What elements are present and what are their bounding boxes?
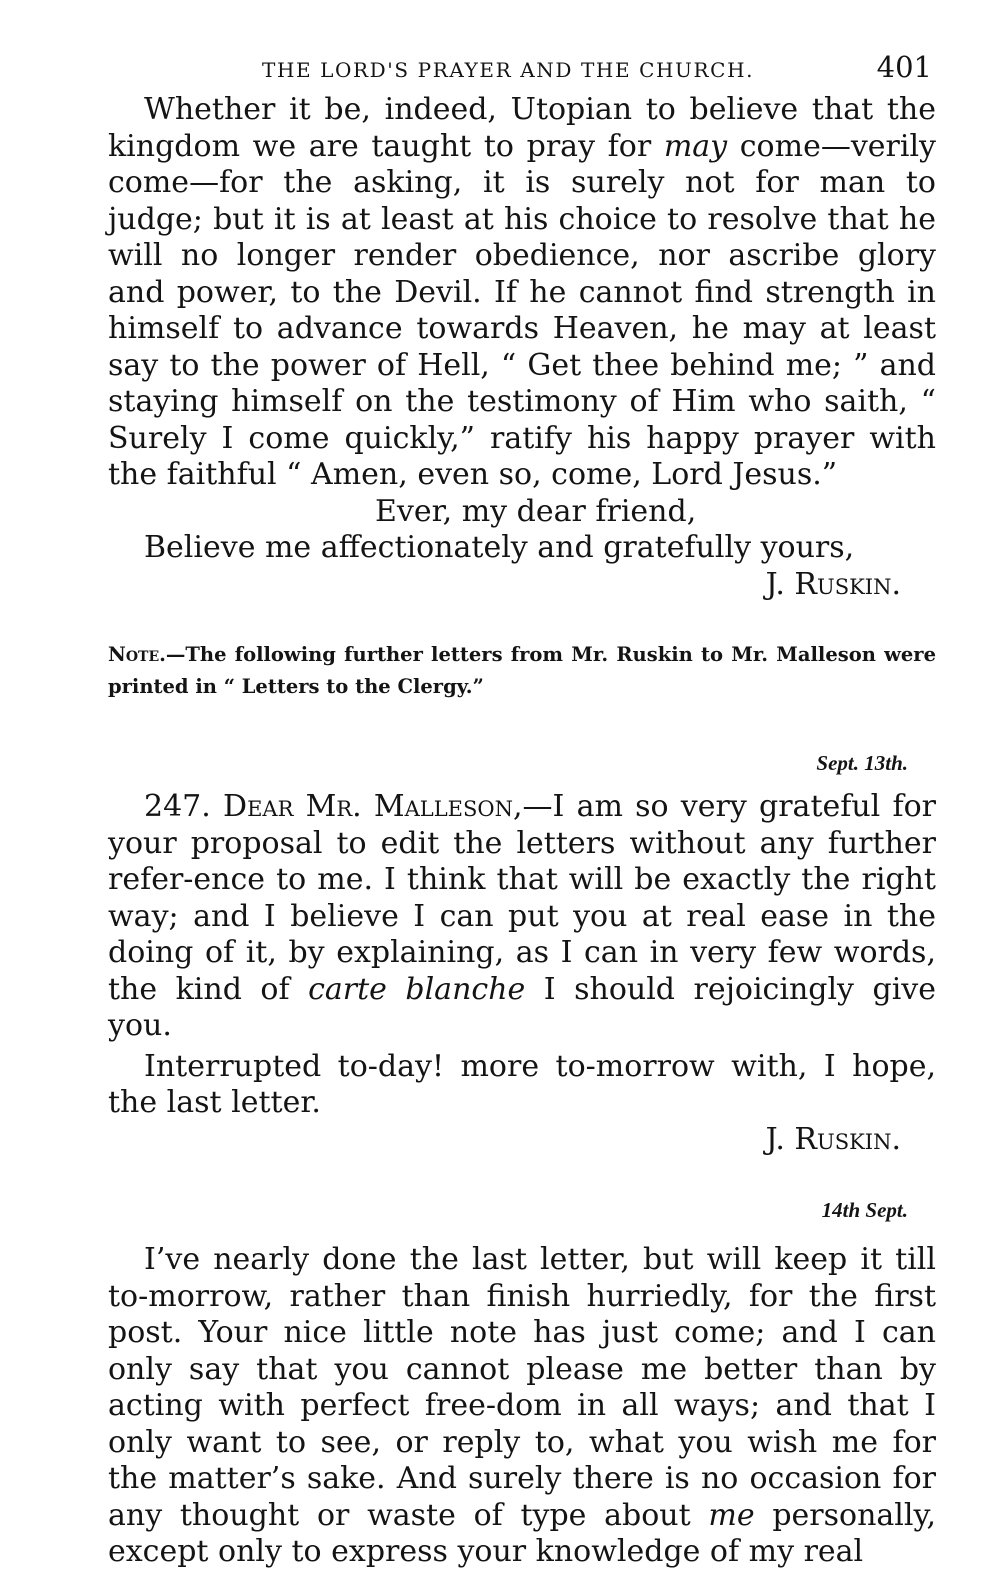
closing-line-1: Ever, my dear friend, xyxy=(375,493,697,529)
dateline-14-sept: 14th Sept. xyxy=(821,1198,908,1222)
book-page xyxy=(108,48,936,1571)
letter-closing-paragraph: Whether it be, indeed, Utopian to believe that the kingdom we are taught to pray for may come—verily come—for the asking, it is surely not for man to judge; but it is at least at his choice to resolve that he will no longer render obedience, nor ascribe glory and power, to the Devil. If he cannot find strength in himself to advance towards Heaven, he may at least say to the power of Hell, “ Get thee behind me; ” and staying himself on the testimony of Him who saith, “ Surely I come quickly,” ratify his happy prayer with the faithful “ Amen, even so, come, Lord Jesus.” xyxy=(108,92,937,492)
letter-14-sept-paragraph: I’ve nearly done the last letter, but will keep it till to-morrow, rather than finish hurriedly, for the first post. Your nice little note has just come; and I can only say that you cannot please me better than by acting with perfect free-dom in all ways; and that I only want to see, or reply to, what you wish me for the matter’s sake. And surely there is no occasion for any thought or waste of type about me personally, except only to express your knowledge of my real xyxy=(108,1242,936,1569)
closing-line-2: Believe me affectionately and gratefully yours, xyxy=(144,530,855,565)
dateline-sept-13: Sept. 13th. xyxy=(816,751,908,775)
running-title: THE LORD'S PRAYER AND THE CHURCH. xyxy=(262,58,755,82)
salutation: Dear Mr. Malleson, xyxy=(223,789,523,824)
editorial-note: Note.—The following further letters from Mr. Ruskin to Mr. Malleson were printed in “ Letters to the Clergy.” xyxy=(108,643,936,698)
letter-247-paragraph-2: Interrupted to-day! more to-morrow with, I hope, the last letter. xyxy=(108,1048,936,1120)
letter-number: 247. xyxy=(144,789,211,824)
signature-247: J. Ruskin. xyxy=(765,1121,901,1157)
signature: J. Ruskin. xyxy=(765,566,901,602)
page-number: 401 xyxy=(876,50,932,84)
running-head xyxy=(108,48,936,92)
letter-247-paragraph: 247. Dear Mr. Malleson,—I am so very grateful for your proposal to edit the letters without any further refer-ence to me. I think that will be exactly the right way; and I believe I can put you at real ease in the doing of it, by explaining, as I can in very few words, the kind of carte blanche I should rejoicingly give you. xyxy=(108,789,936,1043)
